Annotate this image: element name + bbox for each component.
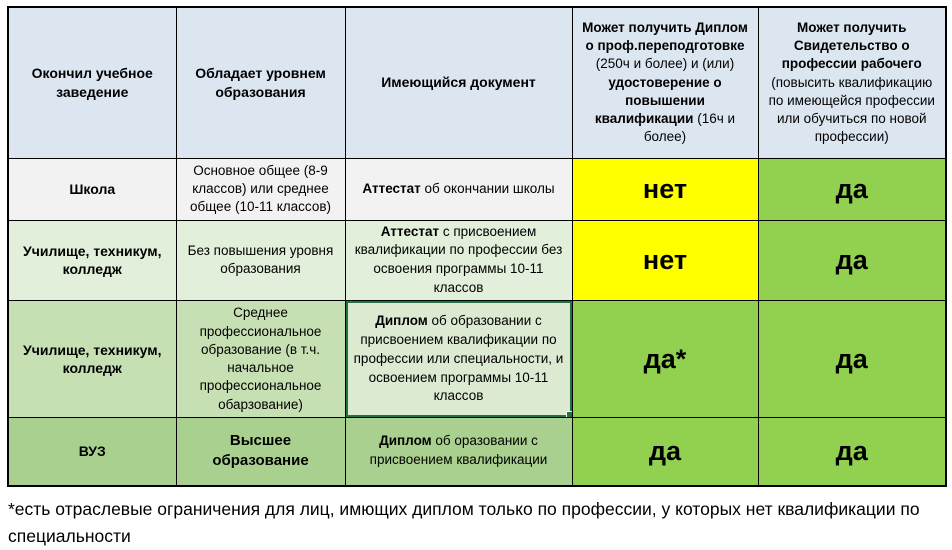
cell-education-level: Основное общее (8-9 классов) или среднее общее (10-11 классов) — [176, 158, 345, 220]
cell-document-type: Аттестат — [380, 223, 440, 239]
cell-diploma-answer: нет — [572, 158, 758, 220]
cell-document-rest: об оразовании с присвоением квалификации — [369, 433, 548, 468]
header-diploma-normal-1: (250ч и более) и (или) — [595, 56, 735, 72]
cell-document-selected — [345, 301, 572, 418]
header-row — [8, 7, 946, 158]
header-education-level: Обладает уровнем образования — [176, 7, 345, 158]
table-row-school — [8, 158, 946, 220]
cell-document-rest: об окончании школы — [420, 180, 555, 196]
cell-certificate-answer: да — [758, 158, 946, 220]
header-worker-certificate — [758, 7, 946, 158]
cell-institution: Училище, техникум, колледж — [8, 220, 176, 301]
cell-institution: ВУЗ — [8, 418, 176, 486]
cell-diploma-answer: нет — [572, 220, 758, 301]
table-row-vuz — [8, 418, 946, 486]
cell-certificate-answer: да — [758, 301, 946, 418]
header-diploma-normal-2: (16ч и более) — [643, 111, 736, 145]
cell-document-rest: об образовании с присвоением квалификации по профессии или специальности, и освоением программы 10-11 классов — [353, 312, 564, 404]
cell-document-type: Диплом — [379, 433, 432, 449]
cell-institution: Школа — [8, 158, 176, 220]
header-certificate-normal-1: (повысить квалификацию по имеющейся профессии или обучиться по новой профессии) — [768, 74, 935, 145]
education-qualification-table — [7, 6, 947, 487]
header-diploma-bold-1: Может получить Диплом о проф.переподготовке — [582, 19, 748, 54]
cell-document-type: Аттестат — [362, 180, 421, 196]
cell-education-level: Среднее профессиональное образование (в т.ч. начальное профессиональное обарзование) — [176, 301, 345, 418]
table-row-college-spo — [8, 301, 946, 418]
cell-diploma-answer: да* — [572, 301, 758, 418]
cell-certificate-answer: да — [758, 418, 946, 486]
cell-document-type: Диплом — [375, 312, 428, 328]
cell-education-level: Высшее образование — [176, 418, 345, 486]
table-row-college-no-upgrade — [8, 220, 946, 301]
cell-document — [345, 220, 572, 301]
cell-document-rest: с присвоением квалификации по профессии без освоения программы 10-11 классов — [354, 223, 563, 296]
cell-document — [345, 158, 572, 220]
header-diploma-bold-2: удостоверение о повышении квалификации — [594, 74, 722, 127]
cell-document — [345, 418, 572, 486]
cell-certificate-answer: да — [758, 220, 946, 301]
cell-institution: Училище, техникум, колледж — [8, 301, 176, 418]
header-certificate-bold-1: Может получить Свидетельство о профессии рабочего — [781, 19, 922, 72]
footnote-industry-restrictions: *есть отраслевые ограничения для лиц, имющих диплом только по профессии, у которых нет квалификации по специальности — [8, 498, 920, 546]
header-diploma-retraining — [572, 7, 758, 158]
cell-education-level: Без повышения уровня образования — [176, 220, 345, 301]
cell-diploma-answer: да — [572, 418, 758, 486]
header-institution: Окончил учебное заведение — [8, 7, 176, 158]
header-existing-document: Имеющийся документ — [345, 7, 572, 158]
